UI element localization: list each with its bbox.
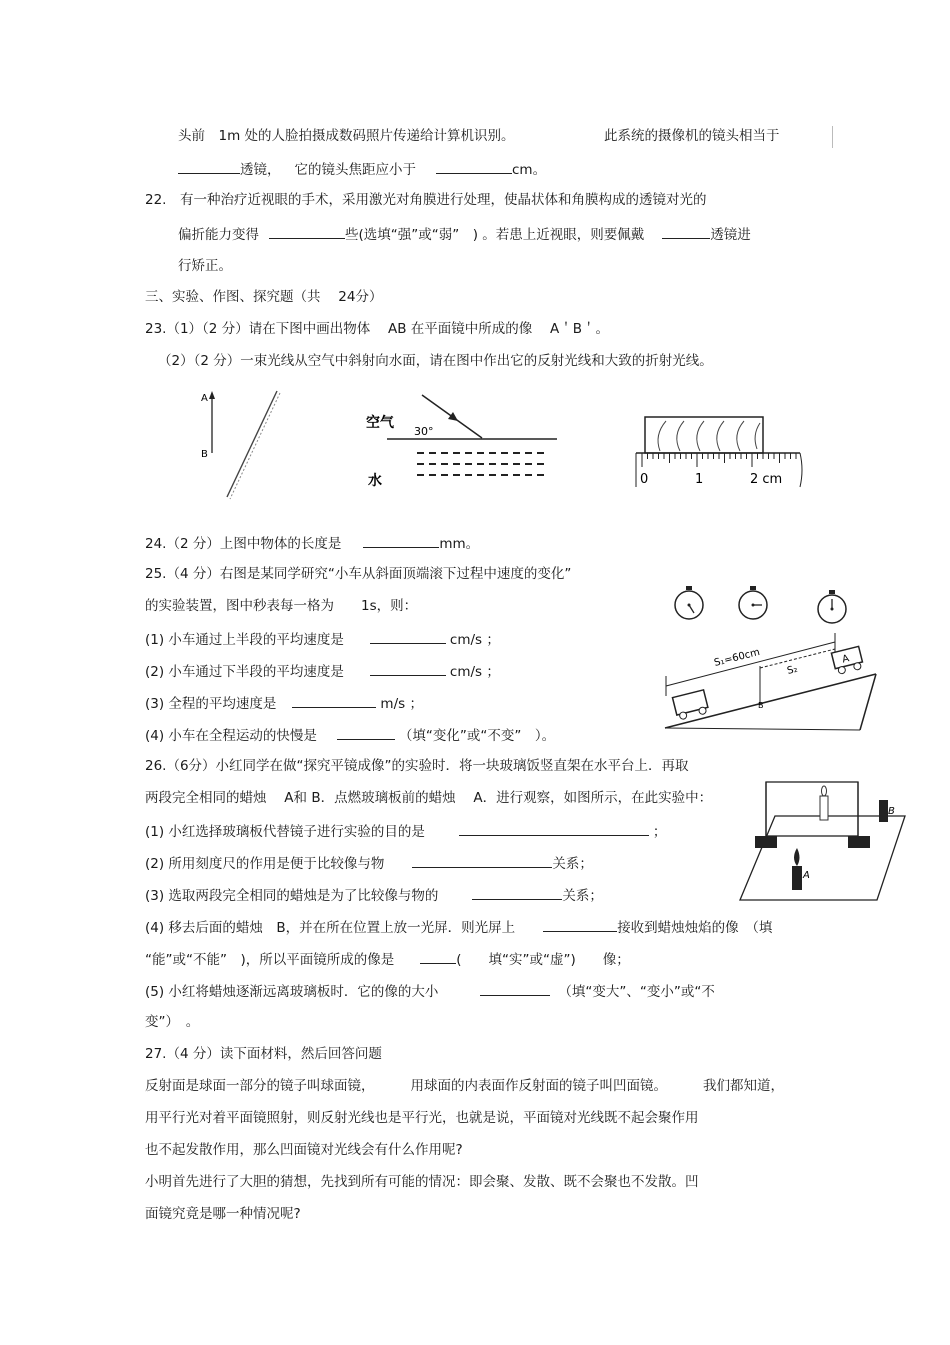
section-heading: 三、实验、作图、探究题（共 24分）: [145, 289, 383, 305]
ray-arrow: [448, 412, 458, 421]
ruler-figure: [632, 413, 807, 493]
image-candle: [820, 796, 828, 820]
arrow-head: [209, 391, 215, 399]
text-line: (2) 小车通过下半段的平均速度是 cm/s ；: [145, 661, 500, 681]
text-line: (1) 小红选择玻璃板代替镜子进行实验的目的是 ；: [145, 821, 666, 841]
incline-base: [665, 728, 860, 730]
stopwatch: [675, 586, 703, 619]
air-water-figure: [362, 383, 562, 495]
incline-back: [860, 674, 876, 730]
car-bottom: [672, 690, 709, 721]
text-line: 透镜， 它的镜头焦距应小于 cm。: [178, 159, 546, 179]
answer-blank[interactable]: [662, 224, 710, 239]
s1-label: S₁=60cm: [713, 646, 762, 669]
stopwatch: [739, 586, 767, 619]
car-label: A: [841, 653, 851, 666]
question-22: 22. 有一种治疗近视眼的手术，采用激光对角膜进行处理，使晶状体和角膜构成的透镜对光的: [145, 192, 707, 208]
answer-blank[interactable]: [543, 917, 617, 932]
text-line: “能”或“不能” )，所以平面镜所成的像是 ( 填“实”或“虚”) 像；: [145, 949, 630, 969]
answer-blank[interactable]: [370, 661, 446, 676]
label-water: 水: [368, 473, 382, 489]
text-line: 面镜究竟是哪一种情况呢?: [145, 1206, 301, 1222]
plane-mirror: [227, 391, 277, 497]
margin-mark: [832, 126, 833, 148]
table-surface: [740, 816, 905, 900]
text-line: (2) 所用刻度尺的作用是便于比较像与物 关系；: [145, 853, 593, 873]
stand-right: [848, 836, 870, 848]
mid-label: B: [758, 701, 764, 710]
text-line: 变”） 。: [145, 1014, 200, 1030]
tick-label-0: 0: [640, 472, 649, 487]
stopwatch: [818, 590, 846, 623]
candle-a: [792, 866, 802, 890]
text-line: （2）（2 分）一束光线从空气中斜射向水面，请在图中作出它的反射光线和大致的折射光线。: [158, 353, 713, 369]
car-top: [831, 646, 864, 675]
text-line: 小明首先进行了大胆的猜想，先找到所有可能的情况：即会聚、发散、既不会聚也不发散。凹: [145, 1174, 699, 1190]
text-line: 的实验装置，图中秒表每一格为 1s，则：: [145, 598, 418, 614]
stand-left: [755, 836, 777, 848]
answer-blank[interactable]: [337, 725, 395, 740]
label-a: A: [803, 870, 810, 881]
text-line: 两段完全相同的蜡烛 A和 B．点燃玻璃板前的蜡烛 A．进行观察，如图所示，在此实验中：: [145, 790, 713, 806]
label-b: B: [888, 806, 895, 817]
question-26: 26.（6分）小红同学在做“探究平镜成像”的实验时．将一块玻璃饭竖直架在水平台上．再取: [145, 758, 689, 774]
text-line: 也不起发散作用，那么凹面镜对光线会有什么作用呢?: [145, 1142, 463, 1158]
question-23: 23.（1）（2 分）请在下图中画出物体 AB 在平面镜中所成的像 A＇B＇。: [145, 321, 610, 337]
text-line: 行矫正。: [178, 258, 232, 274]
text-line: 偏折能力变得 些(选填“强”或“弱” ) 。若患上近视眼，则要佩戴 透镜进: [178, 224, 751, 244]
candle-b: [879, 800, 888, 822]
ruler-ticks: [642, 453, 796, 467]
question-24: 24.（2 分）上图中物体的长度是 mm。: [145, 533, 479, 553]
text-line: (1) 小车通过上半段的平均速度是 cm/s ；: [145, 629, 500, 649]
question-27: 27.（4 分）读下面材料，然后回答问题: [145, 1046, 382, 1062]
label-air: 空气: [366, 415, 394, 431]
text-line: 此系统的摄像机的镜头相当于: [604, 128, 780, 144]
answer-blank[interactable]: [363, 533, 439, 548]
label-a: A: [201, 393, 208, 404]
text-line: (3) 全程的平均速度是 m/s ；: [145, 693, 423, 713]
tick-label-2: 2 cm: [750, 472, 783, 487]
text-line: (3) 选取两段完全相同的蜡烛是为了比较像与物的 关系；: [145, 885, 603, 905]
text-line: (4) 小车在全程运动的快慢是 （填“变化”或“不变” ）。: [145, 725, 555, 745]
text-line: (4) 移去后面的蜡烛 B，并在所在位置上放一光屏．则光屏上 接收到蜡烛烛焰的像 （填: [145, 917, 772, 937]
mirror-back: [230, 393, 280, 499]
mirror-figure: [195, 385, 290, 505]
answer-blank[interactable]: [269, 224, 345, 239]
question-25: 25.（4 分）右图是某同学研究“小车从斜面顶端滚下过程中速度的变化”: [145, 566, 572, 582]
answer-blank[interactable]: [412, 853, 552, 868]
answer-blank[interactable]: [370, 629, 446, 644]
answer-blank[interactable]: [420, 949, 456, 964]
text-line: (5) 小红将蜡烛逐渐远离玻璃板时．它的像的大小 （填“变大”、“变小”或“不: [145, 981, 715, 1001]
answer-blank[interactable]: [459, 821, 649, 836]
answer-blank[interactable]: [436, 159, 512, 174]
measured-block: [645, 417, 763, 453]
text-line: 用平行光对着平面镜照射，则反射光线也是平行光，也就是说，平面镜对光线既不起会聚作用: [145, 1110, 699, 1126]
text-line: 反射面是球面一部分的镜子叫球面镜， 用球面的内表面作反射面的镜子叫凹面镜。 我们都知道，: [145, 1078, 784, 1094]
angle-label: 30°: [414, 425, 434, 438]
candle-figure: [735, 778, 910, 908]
label-b: B: [201, 449, 208, 460]
answer-blank[interactable]: [178, 159, 240, 174]
answer-blank[interactable]: [472, 885, 562, 900]
s2-label: S₂: [786, 663, 799, 677]
answer-blank[interactable]: [480, 981, 550, 996]
incline-figure: [660, 588, 880, 733]
text-line: 头前 1m 处的人脸拍摄成数码照片传递给计算机识别。: [178, 128, 515, 144]
tick-label-1: 1: [695, 472, 704, 487]
answer-blank[interactable]: [292, 693, 376, 708]
ruler-break: [800, 453, 802, 487]
